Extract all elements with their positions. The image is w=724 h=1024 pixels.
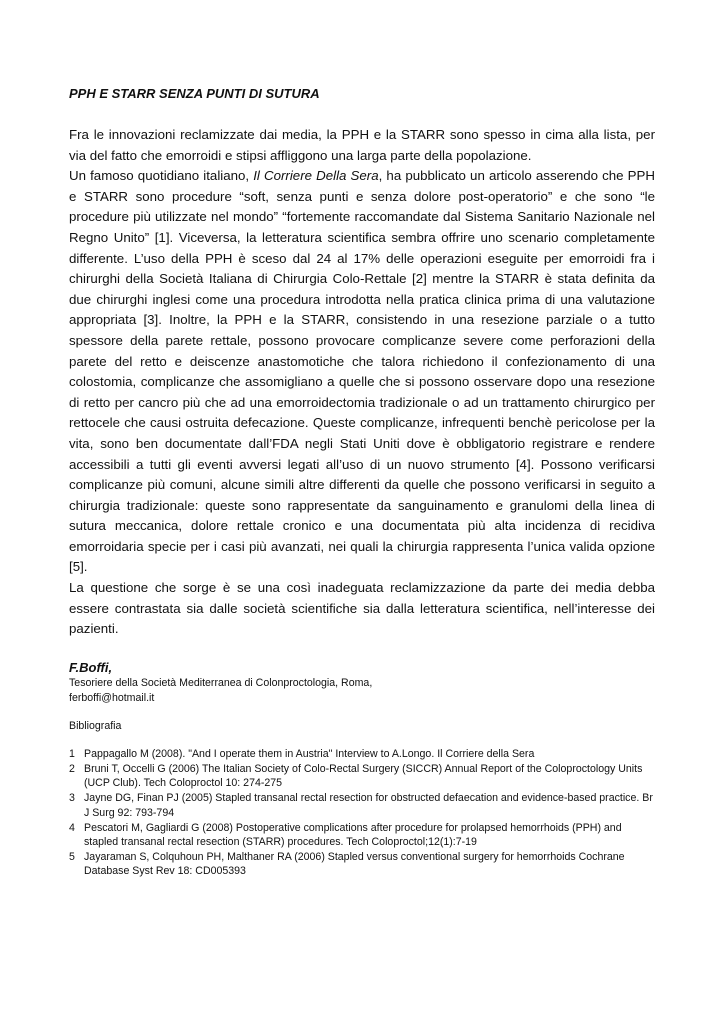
reference-item bbox=[69, 791, 655, 819]
reference-text: Pappagallo M (2008). "And I operate them in Austria" Interview to A.Longo. Il Corriere della Sera bbox=[84, 747, 535, 760]
reference-item bbox=[69, 762, 655, 790]
reference-item bbox=[69, 821, 655, 849]
paragraph-main bbox=[69, 166, 655, 578]
author-name: F.Boffi, bbox=[69, 659, 113, 675]
reference-text: Jayne DG, Finan PJ (2005) Stapled transanal rectal resection for obstructed defaecation and evidence-based practice. Br J Surg 92: 793-794 bbox=[84, 792, 653, 819]
document-page bbox=[69, 84, 655, 880]
article-body bbox=[69, 125, 655, 640]
paragraph-intro: Fra le innovazioni reclamizzate dai media, la PPH e la STARR sono spesso in cima alla lista, per via del fatto che emorroidi e stipsi affliggono una larga parte della popolazione. bbox=[69, 127, 655, 163]
reference-item bbox=[69, 850, 655, 878]
paragraph-conclusion: La questione che sorge è se una così inadeguata reclamizzazione da parte dei media debba essere contrastata sia dalle società scientifiche sia dalla letteratura scientifica, nell’interesse dei pazienti. bbox=[69, 580, 655, 637]
reference-number: 3 bbox=[69, 792, 75, 805]
reference-number: 2 bbox=[69, 763, 75, 776]
author-email[interactable]: ferboffi@hotmail.it bbox=[69, 691, 155, 704]
reference-number: 1 bbox=[69, 747, 75, 760]
newspaper-name: Il Corriere Della Sera bbox=[253, 168, 379, 184]
reference-list bbox=[69, 747, 655, 879]
paragraph-main-lead: Un famoso quotidiano italiano, bbox=[69, 168, 254, 184]
reference-number: 5 bbox=[69, 851, 75, 864]
reference-number: 4 bbox=[69, 821, 75, 834]
paragraph-main-rest: , ha pubblicato un articolo asserendo che PPH e STARR sono procedure “soft, senza punti e senza dolore post-operatorio” e che sono “le procedure più utilizzate nel mondo” “fortemente raccomandate dal Sistema Sanitario Nazionale nel Regno Unito” [1]. Viceversa, la letteratura scientifica sembra offrire uno scenario completamente differente. L’uso della PPH è sceso dal 24 al 17% delle operazioni eseguite per emorroidi fra i chirurghi della Società Italiana di Chirurgia Colo-Rettale [2] mentre la STARR è stata definita da due chirurghi inglesi come una procedura introdotta nella pratica clinica prima di una valutazione appropriata [3]. Inoltre, la PPH e la STARR, consistendo in una resezione parziale o a tutto spessore della parete rettale, possono provocare complicanze severe come perforazioni della parete del retto e deiscenze anastomotiche che talora richiedono il confezionamento di una colostomia, complicanze che assomigliano a quelle che si possono osservare dopo una resezione di retto per cancro più che ad una emorroidectomia tradizionale o ad un trattamento chirurgico per rettocele che causi ostruita defecazione. Queste complicanze, infrequenti benchè pericolose per la vita, sono ben documentate dall’FDA negli Stati Uniti dove è obbligatorio registrare e rendere accessibili a tutti gli eventi avversi legati all’uso di un nuovo strumento [4]. Possono verificarsi complicanze più comuni, alcune simili altre differenti da quelle che possono verificarsi in seguito a chirurgia tradizionale: queste sono rappresentate da sanguinamento e granulomi della linea di sutura meccanica, dolore rettale cronico e una documentata più alta incidenza di recidiva emorroidaria specie per i casi più avanzati, nei quali la chirurgia rappresenta l’unica valida opzione [5]. bbox=[69, 168, 655, 575]
bibliography-heading: Bibliografia bbox=[69, 719, 122, 732]
reference-text: Jayaraman S, Colquhoun PH, Malthaner RA (2006) Stapled versus conventional surgery for hemorrhoids Cochrane Database Syst Rev 18: CD005393 bbox=[84, 851, 625, 878]
article-title: PPH E STARR SENZA PUNTI DI SUTURA bbox=[69, 86, 320, 101]
author-affiliation: Tesoriere della Società Mediterranea di Colonproctologia, Roma, bbox=[69, 676, 373, 689]
reference-item bbox=[69, 747, 655, 761]
reference-text: Bruni T, Occelli G (2006) The Italian Society of Colo-Rectal Surgery (SICCR) Annual Report of the Coloproctology Units (UCP Club). Tech Coloproctol 10: 274-275 bbox=[84, 763, 643, 790]
author-block bbox=[69, 659, 655, 706]
reference-text: Pescatori M, Gagliardi G (2008) Postoperative complications after procedure for prolapsed hemorrhoids (PPH) and stapled transanal rectal resection (STARR) procedures. Tech Coloproctol;12(1):7-19 bbox=[84, 821, 622, 849]
